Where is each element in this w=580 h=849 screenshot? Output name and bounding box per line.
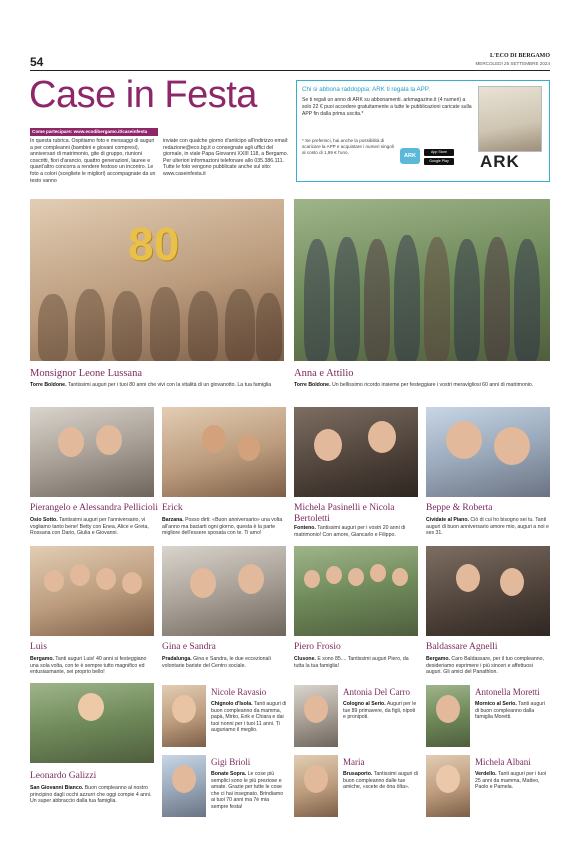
publication-date: MERCOLEDÌ 25 SETTEMBRE 2024: [475, 61, 550, 66]
entry-name: Gina e Sandra: [162, 642, 216, 652]
entry-text: Cividate al Piano. Ciò di cui ho bisogno sei tu. Tanti auguri di buon anniversario amore mio, auguri a noi e ses 31.: [426, 517, 549, 537]
entry-text: Cologno al Serio. Auguri per le tue 89 primavere, da figli, nipoti e pronipoti.: [343, 701, 417, 721]
publication-name: L'ECO DI BERGAMO: [489, 53, 550, 59]
entry-text: Bonate Sopra. Le cose più semplici sono le più preziose e amate. Grazie per tutte le cose che ci hai insegnato. Brindiamo ai tuoi 70 anni ma 7è mia sempre festa!: [211, 771, 284, 810]
photo-nicole-ravasio: [162, 685, 206, 747]
photo-pierangelo-alessandra: [30, 407, 154, 497]
photo-gina-sandra: [162, 546, 286, 636]
photo-maria: [294, 755, 338, 817]
app-store-label: App Store: [431, 150, 447, 154]
header-rule: [30, 70, 550, 71]
entry-text: Fonteno. Tantissimi auguri per i vostri 20 anni di matrimonio! Con amore, Giancarlo e Filippo.: [294, 525, 406, 538]
entry-text: Pradalunga. Gina e Sandra, le due eccezionali volontarie bariste del Centro sociale.: [162, 656, 271, 669]
entry-name: Pierangelo e Alessandra Pellicioli: [30, 503, 158, 513]
entry-name: Antonia Del Carro: [343, 687, 410, 697]
photo-monsignor-leone-lussana: [30, 199, 284, 361]
ark-app-icon[interactable]: [400, 148, 420, 164]
section-title: Case in Festa: [29, 74, 257, 116]
ark-brand: ARK: [480, 152, 520, 171]
participation-label[interactable]: Come partecipare: www.ecodibergamo.it/caseinfesta: [30, 128, 158, 136]
entry-name: Gigi Brioli: [211, 757, 251, 767]
photo-erick: [162, 407, 286, 497]
photo-gigi-brioli: [162, 755, 206, 817]
entry-text: Torre Boldone. Un bellissimo ricordo insieme per festeggiare i vostri meravigliosi 60 anni di matrimonio.: [294, 382, 534, 388]
entry-name: Piero Frosio: [294, 642, 341, 652]
entry-name: Erick: [162, 503, 183, 513]
photo-michela-albani: [426, 755, 470, 817]
app-store-badge[interactable]: [424, 149, 454, 156]
photo-piero-frosio: [294, 546, 418, 636]
balloon-number: 80: [128, 218, 180, 270]
photo-beppe-roberta: [426, 407, 550, 497]
entry-name: Michela Albani: [475, 757, 531, 767]
entry-text: Bergamo. Caro Baldassare, per il tuo compleanno, desideriamo esprimere i più sinceri e affettuosi auguri. Gli amici del Panathlon.: [426, 656, 544, 676]
google-play-label: Google Play: [429, 159, 449, 163]
ark-app-label: ARK: [404, 153, 416, 159]
entry-text: Mornico al Serio. Tanti auguri di buon compleanno dalla famiglia Moretti.: [475, 701, 545, 721]
ark-ad-headline: Chi si abbona raddoppia: ARK ti regala la APP.: [302, 86, 430, 93]
page-number: 54: [30, 55, 44, 69]
entry-name: Maria: [343, 757, 365, 767]
entry-text: Osio Sotto. Tantissimi auguri per l'anniversario, vi vogliamo tanto bene! Betty con Enea, Alice e Greta, Rossana con Dario, Giulia e Giovanni.: [30, 517, 149, 537]
entry-text: Chignolo d'Isola. Tanti auguri di buon compleanno da mamma, papà, Mirko, Erik e Chiara e dai tuoi nonni per i tuoi 11 anni. Ti auguriamo il meglio.: [211, 701, 287, 734]
entry-text: Bergamo. Tanti auguri Luis! 40 anni si festeggiano una sola volta, con te è sempre tutto magnifico ed entusiasmante, sei proprio bello!: [30, 656, 147, 676]
ark-ad-body: Se ti regali un anno di ARK su abbonamenti. arkmagazine.it (4 numeri) a solo 22 € puoi accedere gratuitamente a tutte le pubblicazioni caricate sulla APP fin dalla prima uscita.*: [302, 97, 472, 118]
photo-baldassare-agnelli: [426, 546, 550, 636]
entry-name: Anna e Attilio: [294, 368, 354, 379]
photo-luis: [30, 546, 154, 636]
entry-name: Michela Pasinelli e Nicola Bertoletti: [294, 503, 395, 524]
entry-text: Brusaporto. Tantissimi auguri di buon compleanno dalle tue amiche, «scete de öna ölta».: [343, 771, 418, 791]
photo-anna-e-attilio: [294, 199, 550, 361]
info-column-1: In questa rubrica. Ospitiamo foto e messaggi di auguri a per compleanni (bambini e giovani compresi), anniversari di matrimonio, gite di gruppo, riunioni coscritti, fiori d'arancio, quattro generazioni, lauree e quant'altro concorra a rendere festoso un incontro. Le foto a colori (scegliete le migliori) accompagnate da un testo vanno: [30, 138, 156, 184]
photo-antonella-moretti: [426, 685, 470, 747]
photo-leonardo-galizzi: [30, 683, 154, 763]
entry-name: Baldassare Agnelli: [426, 642, 498, 652]
info-column-2: inviate con qualche giorno d'anticipo all'indirizzo email: redazione@eco.bg.it o consegnate agli uffici del giornale, in viale Papa Giovanni XXIII 118, a Bergamo. Per ulteriori informazioni telefonare allo 035.386.111. Tutte le foto vengono pubblicate anche sul sito: www.caseinfesta.it: [163, 138, 289, 177]
entry-text: Verdello. Tanti auguri per i tuoi 25 anni da mamma, Matteo, Paolo e Pamela.: [475, 771, 547, 791]
entry-name: Antonella Moretti: [475, 687, 540, 697]
photo-antonia-del-carro: [294, 685, 338, 747]
entry-text: Torre Boldone. Tantissimi auguri per i tuoi 80 anni che vivi con la vitalità di un giovanotto. La tua famiglia: [30, 382, 272, 388]
ark-magazine-cover: [478, 86, 542, 152]
entry-text: Clusone. E sono 85.... Tantissimi auguri Piero, da tutta la tua famiglia!: [294, 656, 409, 669]
entry-name: Nicole Ravasio: [211, 687, 267, 697]
photo-michela-nicola: [294, 407, 418, 497]
ark-ad-note: * Se preferisci, hai anche la possibilità di scaricare la APP e acquistare i numeri singoli al costo di 1,99 € l'uno.: [302, 138, 394, 156]
entry-text: Barzana. Posso dirti: «Buon anniversario» una volta all'anno ma baciarti ogni giorno, questa è la parte migliore dell'essere sposata con te. Ti amo!: [162, 517, 283, 537]
google-play-badge[interactable]: [424, 158, 454, 165]
entry-name: Monsignor Leone Lussana: [30, 368, 142, 379]
entry-name: Leonardo Galizzi: [30, 771, 97, 781]
entry-name: Beppe & Roberta: [426, 503, 493, 513]
entry-name: Luis: [30, 642, 47, 652]
entry-text: San Giovanni Bianco. Buon compleanno al nostro principino dagli occhi azzurri che oggi compie 4 anni. Un super abbraccio dalla tua famiglia.: [30, 785, 152, 805]
